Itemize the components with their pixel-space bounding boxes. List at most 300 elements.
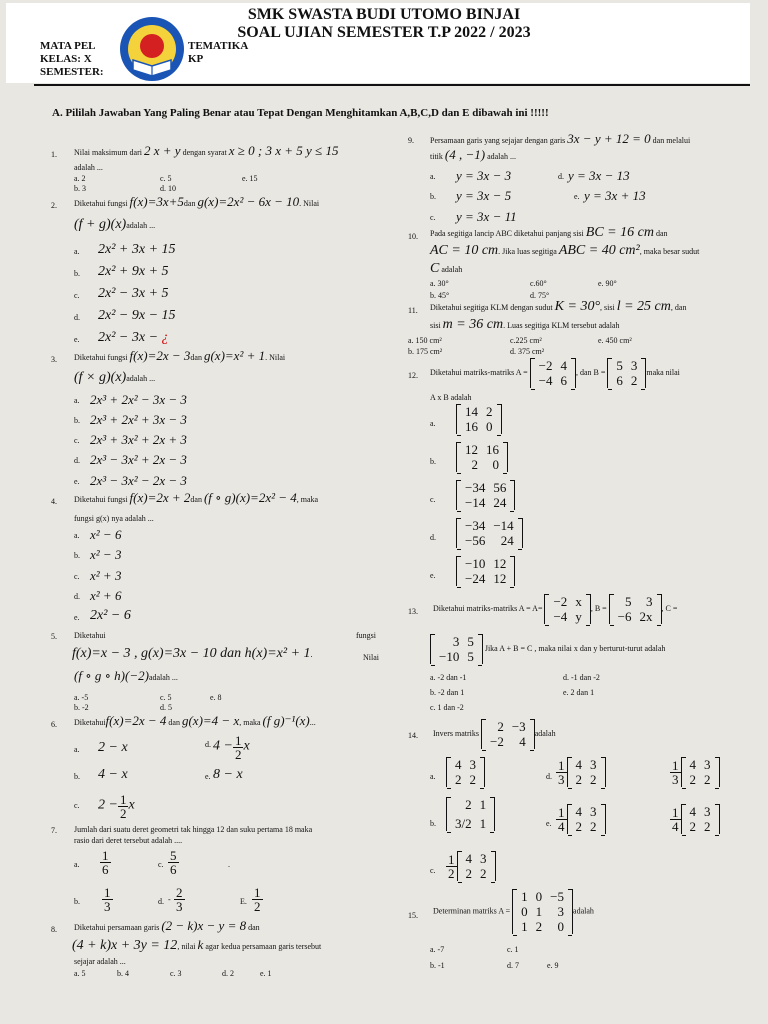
question-number: 12. — [408, 371, 418, 380]
cell: 4 — [689, 804, 696, 819]
option-b[interactable]: b. x² − 3 — [74, 547, 122, 562]
q1-objective: 2 x + y — [144, 143, 181, 158]
cell: 5 — [467, 649, 474, 664]
frac-num: 1 — [672, 757, 679, 773]
option-e[interactable]: e. −10 12 −24 12 — [430, 571, 436, 580]
option-a[interactable]: a. x² − 6 — [74, 527, 122, 542]
option-d[interactable]: d. 375 cm² — [510, 347, 545, 356]
frac-num: 1 — [448, 851, 455, 867]
option-b[interactable]: b. 12 16 2 0 — [430, 457, 436, 466]
q6-suffix: , maka — [239, 718, 261, 727]
option-d[interactable]: d. 5 — [160, 703, 172, 712]
q9-post: dan melalui — [652, 136, 691, 145]
cell: 1 — [479, 797, 487, 812]
q10-bc: BC = 16 cm — [585, 225, 654, 240]
option-text: 2x² + 9x + 5 — [98, 264, 169, 279]
option-text: x² − 6 — [90, 527, 122, 542]
q3-prefix: Diketahui fungsi — [74, 353, 128, 362]
option-b[interactable]: b. 4 − x — [74, 767, 128, 782]
q2-f: f(x)=3x+5 — [129, 194, 184, 209]
frac-den: 3 — [104, 899, 111, 914]
question-number: 10. — [408, 232, 418, 241]
option-a[interactable]: a. 2x³ + 2x² − 3x − 3 — [74, 392, 187, 407]
question-text — [430, 299, 687, 314]
matrix-B — [607, 358, 646, 388]
q6-f: f(x)=2x − 4 — [105, 713, 167, 728]
option-matrix — [567, 757, 606, 787]
option-var: x — [128, 797, 135, 813]
question-text — [433, 889, 594, 934]
option-a[interactable]: a. 30° — [430, 279, 449, 288]
option-text: 2 − x — [98, 740, 128, 755]
matrix-A — [530, 358, 576, 388]
cell: 56 — [493, 480, 507, 495]
q11-mid: , sisi — [600, 303, 615, 312]
option-matrix — [457, 851, 496, 881]
frac-den: 2 — [119, 806, 127, 821]
option-a[interactable]: a. -7 — [430, 945, 445, 954]
option-c[interactable]: c. 2x² − 3x + 5 — [74, 286, 169, 301]
option-c[interactable]: c. 2 − $\frac{1}{2}$ x — [74, 792, 135, 821]
cell: 2 — [469, 772, 476, 787]
option-d[interactable]: d. 2x² − 9x − 15 — [74, 308, 176, 323]
q3-suffix: . Nilai — [265, 353, 286, 362]
option-matrix — [681, 804, 720, 834]
frac-num: 1 — [558, 804, 565, 820]
cell: −34 — [465, 480, 486, 495]
question-text — [74, 143, 394, 158]
question-text — [430, 358, 680, 388]
question-number: 4. — [51, 497, 57, 506]
cell: 16 — [465, 419, 478, 434]
q10-prefix: Pada segitiga lancip ABC diketahui panjang sisi — [430, 229, 584, 238]
option-e[interactable]: e. 9 — [547, 961, 559, 970]
option-d[interactable]: d. 75° — [530, 291, 550, 300]
option-b[interactable]: b. 2x² + 9x + 5 — [74, 264, 169, 279]
option-c[interactable]: c. −34 56 −14 24 — [430, 495, 436, 504]
q10-mid: dan — [655, 229, 668, 238]
question-number: 1. — [51, 150, 57, 159]
option-a[interactable]: a. 150 cm² — [408, 336, 442, 345]
matrix-M — [481, 719, 535, 749]
frac-num: 1 — [558, 757, 565, 773]
option-c[interactable]: c.60° — [530, 279, 547, 288]
cell: 2 — [575, 772, 582, 787]
question-text — [433, 594, 677, 624]
cell: 1 — [521, 889, 528, 904]
option-e[interactable]: e. 8 − x — [205, 767, 243, 782]
q13-post: , C = — [661, 603, 678, 613]
option-b[interactable]: b. 4 — [117, 969, 129, 978]
cell: −4 — [538, 373, 553, 388]
option-c[interactable]: c. 1 — [507, 945, 519, 954]
option-d[interactable]: d. y = 3x − 13 — [558, 168, 630, 183]
cell: 2 — [575, 819, 582, 834]
q4-composition: (f ∘ g)(x)=2x² − 4 — [203, 490, 297, 505]
option-b[interactable]: b. 2 1 3/2 1 — [430, 819, 436, 828]
frac-den: 6 — [170, 862, 177, 877]
question-number: 11. — [408, 306, 418, 315]
q9-prefix: Persamaan garis yang sejajar dengan garis — [430, 136, 566, 145]
option-a[interactable]: a. $\frac{1}{6}$ — [74, 848, 109, 877]
option-e[interactable]: e. 2x² − 3x − ¿ — [74, 330, 169, 345]
q6-prefix: Diketahui — [74, 718, 106, 727]
matrix-B — [609, 594, 662, 624]
question-number: 15. — [408, 911, 418, 920]
q2-expr: (f + g)(x) — [74, 217, 127, 232]
q2-mid: dan — [183, 199, 196, 208]
matrix-A — [544, 594, 590, 624]
q5-ask — [74, 668, 178, 683]
frac-den: 3 — [558, 771, 565, 787]
question-text — [74, 490, 404, 505]
cell: 0 — [486, 419, 493, 434]
question-text — [433, 719, 556, 749]
q9-line: 3x − y + 12 = 0 — [567, 131, 651, 146]
question-text: Jumlah dari suatu deret geometri tak hingga 12 dan suku pertama 18 maka — [74, 825, 313, 834]
cell: −10 — [439, 649, 460, 664]
option-e[interactable]: e. 450 cm² — [598, 336, 632, 345]
q12-mid: , dan B = — [575, 367, 606, 377]
cell: 3 — [704, 804, 711, 819]
cell: −2 — [538, 358, 553, 373]
option-text: x² − 3 — [90, 547, 122, 562]
option-matrix — [456, 404, 502, 434]
q8-eq1: (2 − k)x − y = 8 — [161, 918, 247, 933]
option-e[interactable]: e. 2x² − 6 — [74, 608, 131, 623]
cell: 0 — [492, 457, 499, 472]
q13-post2: Jika A + B = C , maka nilai x dan y berturut-turut adalah — [484, 643, 666, 653]
question-text — [74, 918, 260, 933]
cell: 12 — [465, 442, 478, 457]
option-a[interactable]: a. 14 2 16 0 — [430, 419, 436, 428]
option-e[interactable]: E. $\frac{1}{2}$ — [240, 885, 261, 914]
option-b[interactable]: b. -1 — [430, 961, 445, 970]
option-c[interactable]: c. 1 dan -2 — [430, 703, 464, 712]
option-d[interactable]: d. 4 − $\frac{1}{2}$ x — [205, 733, 250, 762]
question-text-2 — [430, 147, 516, 162]
cell: 2 — [497, 719, 504, 734]
q4-suffix: , maka — [296, 495, 319, 504]
q5-expr: (f ∘ g ∘ h)(−2) — [74, 668, 149, 683]
cell: 3 — [480, 851, 487, 866]
cell: 1 — [535, 904, 543, 919]
cell: 3 — [557, 904, 565, 919]
question-text — [74, 194, 404, 209]
question-number: 8. — [51, 925, 57, 934]
q1-prefix: Nilai maksimum dari — [74, 148, 142, 157]
option-int: 4 − — [213, 738, 233, 754]
q6-ask-suffix: ... — [309, 718, 316, 727]
q9-point: (4 , −1) — [444, 147, 486, 162]
q5-suffix: Nilai — [363, 653, 379, 662]
q14-prefix: Invers matriks — [433, 728, 479, 738]
option-a[interactable]: a. -2 dan -1 — [430, 673, 467, 682]
question-text-2 — [72, 937, 322, 953]
q6-mid: dan — [168, 718, 180, 727]
frac-den: 2 — [254, 899, 261, 914]
cell: 3 — [590, 757, 597, 772]
option-b[interactable]: b. 45° — [430, 291, 450, 300]
option-a[interactable]: a. y = 3x − 3 — [430, 168, 512, 183]
option-text: 2x³ − 3x² − 2x − 3 — [90, 473, 187, 488]
q1-suffix: adalah ... — [74, 163, 103, 172]
option-c[interactable]: c. x² + 3 — [74, 568, 122, 583]
option-c[interactable]: c. 3 — [170, 969, 182, 978]
cell: 2 — [486, 404, 493, 419]
frac-num: 1 — [672, 804, 679, 820]
option-a[interactable]: a. 5 — [74, 969, 86, 978]
option-text: 2x³ − 3x² + 2x − 3 — [90, 452, 187, 467]
question-text-3 — [430, 261, 463, 276]
cell: 1 — [521, 919, 528, 934]
semester-label: SEMESTER: — [40, 66, 104, 78]
question-number: 7. — [51, 826, 57, 835]
q15-post: adalah — [573, 906, 594, 916]
option-a[interactable]: a. 2x² + 3x + 15 — [74, 242, 176, 257]
cell: 12 — [493, 556, 507, 571]
q12-prefix: Diketahui matriks-matriks A = — [430, 367, 528, 377]
q8-post: , nilai — [177, 942, 196, 951]
frac-num: 1 — [254, 885, 261, 900]
option-c[interactable]: c. y = 3x − 11 — [430, 209, 517, 224]
frac-den: 6 — [102, 862, 109, 877]
option-e[interactable]: e. 1 — [260, 969, 272, 978]
option-b[interactable]: b. 175 cm² — [408, 347, 443, 356]
subject-label: MATA PEL TEMATIKA — [40, 40, 249, 52]
q3-g: g(x)=x² + 1 — [203, 348, 266, 363]
cell: 2 — [480, 866, 487, 881]
q2-g: g(x)=2x² − 6x − 10 — [197, 194, 300, 209]
option-matrix — [681, 757, 720, 787]
q8-eq2: (4 + k)x + 3y = 12 — [72, 938, 178, 953]
cell: 2 — [689, 819, 696, 834]
cell: 2 — [704, 819, 711, 834]
cell: 3 — [704, 757, 711, 772]
q4-prefix: Diketahui fungsi — [74, 495, 128, 504]
exam-title: SOAL UJIAN SEMESTER T.P 2022 / 2023 — [237, 24, 531, 41]
school-name: SMK SWASTA BUDI UTOMO BINJAI — [247, 6, 521, 23]
cell: 2 — [590, 819, 597, 834]
option-c[interactable]: c. 2x³ + 3x² + 2x + 3 — [74, 432, 187, 447]
frac-den: 2 — [448, 865, 455, 881]
question-text-3: sejajar adalah ... — [74, 957, 126, 966]
q2-ask — [74, 217, 156, 232]
q3-ask-suffix: adalah ... — [126, 374, 156, 383]
option-e[interactable]: e. 2x³ − 3x² − 2x − 3 — [74, 473, 187, 488]
option-a[interactable]: a. 2 — [74, 174, 86, 183]
question-number: 13. — [408, 607, 418, 616]
q8-post2: agar kedua persamaan garis tersebut — [205, 942, 322, 951]
cell: 3/2 — [455, 816, 472, 831]
cell: 12 — [493, 571, 507, 586]
cell: 6 — [616, 373, 623, 388]
option-a[interactable]: a. 4 3 2 2 — [430, 772, 436, 781]
cell: 3 — [590, 804, 597, 819]
q4-mid: dan — [190, 495, 202, 504]
q10-area: ABC = 40 cm² — [558, 243, 640, 258]
q1-mid: dengan syarat — [182, 148, 227, 157]
option-d[interactable]: d. -1 dan -2 — [563, 673, 600, 682]
option-unlabeled-1[interactable] — [670, 757, 720, 787]
option-d[interactable]: d. 10 — [160, 184, 176, 193]
question-text — [74, 713, 404, 728]
option-matrix — [456, 480, 515, 510]
option-c[interactable]: c. 5 — [160, 174, 172, 183]
cell: 1 — [479, 816, 487, 831]
option-e[interactable]: e. 2 dan 1 — [563, 688, 595, 697]
option-text: 2x³ + 2x² + 3x − 3 — [90, 412, 187, 427]
cell: −10 — [465, 556, 486, 571]
q14-post: adalah — [534, 728, 556, 738]
option-b[interactable]: b. 3 — [74, 184, 86, 193]
option-text: x² + 3 — [90, 568, 122, 583]
cell: 4 — [465, 851, 472, 866]
q5-eq: f(x)=x − 3 , g(x)=3x − 10 dan h(x)=x² + 1 — [72, 646, 311, 661]
cell: −14 — [493, 518, 514, 533]
option-a[interactable]: a. -5 — [74, 693, 89, 702]
q12-ask: A x B adalah — [430, 393, 472, 402]
cell: 4 — [689, 757, 696, 772]
option-text: 2x³ + 2x² − 3x − 3 — [90, 392, 187, 407]
option-e[interactable]: e. 15 — [242, 174, 258, 183]
option-text: y = 3x − 3 — [456, 168, 512, 183]
frac-num: 2 — [176, 885, 183, 900]
option-e[interactable]: e. $\frac{1}{4}$ 4 3 2 2 — [546, 819, 552, 828]
option-text: x² + 6 — [90, 588, 122, 603]
option-e[interactable]: e. 8 — [210, 693, 222, 702]
frac-num: 1 — [102, 848, 109, 863]
option-c[interactable]: c. $\frac{5}{6}$ . — [158, 848, 230, 877]
cell: 3 — [469, 757, 476, 772]
q2-ask-suffix: adalah ... — [126, 221, 156, 230]
frac-den: 3 — [176, 899, 183, 914]
q5-prefix: Diketahui — [74, 631, 106, 640]
option-d[interactable]: d. 2 — [222, 969, 234, 978]
question-text-2 — [430, 243, 700, 258]
option-b[interactable]: b. 2x³ + 2x² + 3x − 3 — [74, 412, 187, 427]
cell: 2 — [471, 457, 478, 472]
class-label: KELAS: X KP — [40, 53, 204, 65]
q9-prefix-2: titik — [430, 152, 443, 161]
option-e[interactable]: e. 90° — [598, 279, 617, 288]
option-b[interactable]: b. $\frac{1}{3}$ — [74, 885, 111, 914]
cell: 4 — [455, 757, 462, 772]
option-b[interactable]: b. -2 — [74, 703, 89, 712]
question-number: 6. — [51, 720, 57, 729]
cell: 2 — [689, 772, 696, 787]
cell: 2 — [535, 919, 543, 934]
option-c[interactable]: c.225 cm² — [510, 336, 542, 345]
q2-suffix: . Nilai — [299, 199, 320, 208]
school-logo — [117, 16, 187, 86]
q11-m: m = 36 cm — [442, 317, 504, 332]
option-d[interactable]: d. x² + 6 — [74, 588, 122, 603]
frac-num: 1 — [234, 733, 242, 748]
option-text: 2x² − 6 — [90, 608, 131, 623]
q11-prefix-2: sisi — [430, 321, 441, 330]
option-text: 2x³ + 3x² + 2x + 3 — [90, 432, 187, 447]
cell: 0 — [535, 889, 543, 904]
cell: −2 — [553, 594, 568, 609]
option-d[interactable]: d. 7 — [507, 961, 519, 970]
question-number: 14. — [408, 731, 418, 740]
q11-k: K = 30° — [554, 299, 601, 314]
question-text-2 — [430, 317, 620, 332]
cell: 24 — [493, 495, 507, 510]
q5-equation: f(x)=x − 3 , g(x)=3x − 10 dan h(x)=x² + 1. — [72, 646, 313, 661]
option-d[interactable]: d. 2x³ − 3x² + 2x − 3 — [74, 452, 187, 467]
cell: 4 — [575, 757, 582, 772]
cell: 4 — [560, 358, 567, 373]
option-text: 2x² + 3x + 15 — [98, 242, 176, 257]
q4-f: f(x)=2x + 2 — [129, 490, 191, 505]
q15-prefix: Determinan matriks A = — [433, 906, 511, 916]
q8-k: k — [197, 937, 204, 952]
cell: 5 — [467, 634, 474, 649]
q3-mid: dan — [190, 353, 202, 362]
q11-post: , dan — [670, 303, 687, 312]
question-text — [430, 131, 691, 146]
question-text — [74, 348, 404, 363]
option-c[interactable]: c. 5 — [160, 693, 172, 702]
option-var: x — [243, 738, 250, 754]
option-text: 4 − x — [98, 767, 128, 782]
q4-ask: fungsi g(x) nya adalah ... — [74, 514, 154, 523]
stray-dot: . — [228, 860, 230, 869]
option-unlabeled-2[interactable] — [670, 804, 720, 834]
q11-post2: . Luas segitiga KLM tersebut adalah — [503, 321, 620, 330]
q5-ask-suffix: adalah ... — [148, 673, 178, 682]
q13-mid: , B = — [590, 603, 607, 613]
cell: 0 — [521, 904, 528, 919]
cell: −6 — [617, 609, 632, 624]
option-b[interactable]: b. y = 3x − 5 — [430, 188, 512, 203]
option-matrix — [456, 442, 508, 472]
cell: y — [575, 609, 582, 624]
cell: 16 — [486, 442, 499, 457]
option-matrix — [456, 518, 523, 548]
cell: 2 — [455, 772, 462, 787]
q11-l: l = 25 cm — [616, 299, 671, 314]
cell: 0 — [557, 919, 565, 934]
cell: 4 — [519, 734, 526, 749]
question-number: 5. — [51, 632, 57, 641]
q3-expr: (f × g)(x) — [74, 370, 127, 385]
option-a[interactable]: a. 2 − x — [74, 740, 128, 755]
option-d[interactable]: d. −34 −14 −56 24 — [430, 533, 436, 542]
cell: 2 — [630, 373, 638, 388]
option-d[interactable]: d. - $\frac{2}{3}$ — [158, 885, 183, 914]
cell: −2 — [490, 734, 504, 749]
frac-den: 4 — [558, 818, 565, 834]
q10-post3: adalah — [441, 265, 463, 274]
option-text: 8 − x — [213, 767, 243, 782]
option-b[interactable]: b. -2 dan 1 — [430, 688, 465, 697]
question-text — [430, 225, 668, 240]
option-e[interactable]: e. y = 3x + 13 — [574, 188, 646, 203]
matrix-M — [512, 889, 573, 934]
option-d[interactable]: d. $\frac{1}{3}$ 4 3 2 2 — [546, 772, 552, 781]
question-number: 3. — [51, 355, 57, 364]
question-number: 9. — [408, 136, 414, 145]
q13-prefix: Diketahui matriks-matriks A = A= — [433, 603, 543, 613]
option-c[interactable]: c. $\frac{1}{2}$ 4 3 2 2 — [430, 866, 436, 875]
option-matrix — [446, 757, 485, 787]
option-matrix — [456, 556, 515, 586]
cell: −56 — [465, 533, 486, 548]
cell: −34 — [465, 518, 486, 533]
